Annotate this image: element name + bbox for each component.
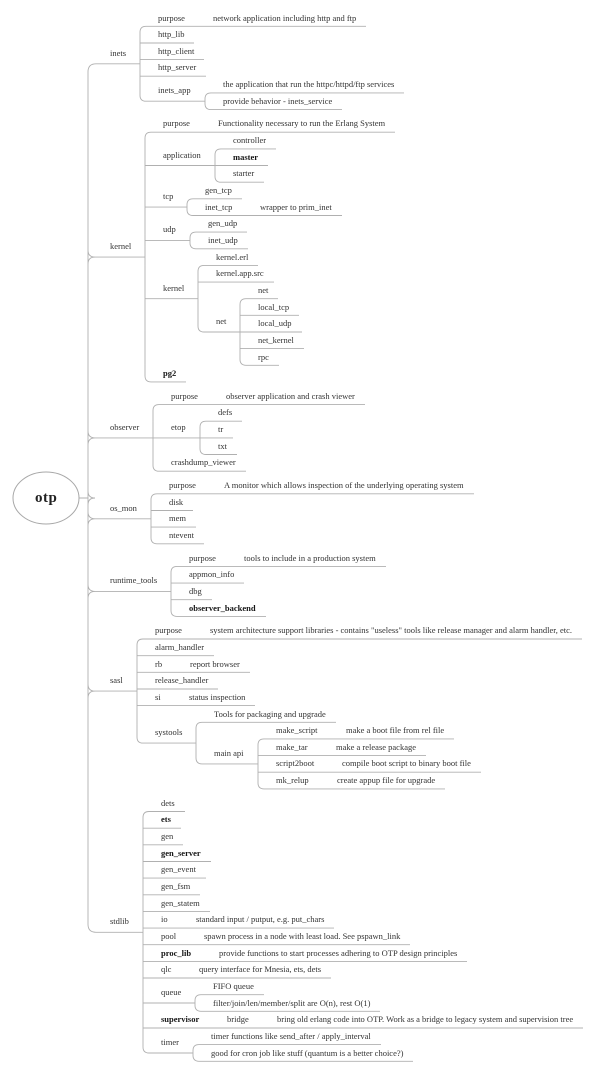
node-create-appup-file-for-upgrade[interactable]: create appup file for upgrade	[337, 775, 436, 786]
node-tcp[interactable]: tcp	[163, 191, 174, 202]
branch-sasl[interactable]: sasl	[110, 675, 123, 686]
node-bring-old-erlang-code-into-otp-work-as-a[interactable]: bring old erlang code into OTP. Work as a bridge to legacy system and supervision tree	[277, 1014, 574, 1025]
branch-stdlib[interactable]: stdlib	[110, 916, 129, 927]
node-tools-for-packaging-and-upgrade[interactable]: Tools for packaging and upgrade	[214, 708, 326, 719]
node-the-application-that-run-the-httpc-httpd[interactable]: the application that run the httpc/httpd/ftp services	[223, 79, 395, 90]
node-timer[interactable]: timer	[161, 1036, 179, 1047]
node-query-interface-for-mnesia-ets-dets[interactable]: query interface for Mnesia, ets, dets	[199, 964, 322, 975]
node-kernel[interactable]: kernel	[163, 282, 185, 293]
node-rb[interactable]: rb	[155, 658, 163, 669]
node-purpose[interactable]: purpose	[169, 480, 196, 491]
node-provide-behavior-inets-service[interactable]: provide behavior - inets_service	[223, 95, 333, 106]
node-gen-udp[interactable]: gen_udp	[208, 218, 238, 229]
node-mem[interactable]: mem	[169, 513, 186, 524]
node-gen-event[interactable]: gen_event	[161, 864, 196, 875]
branch-runtime-tools[interactable]: runtime_tools	[110, 575, 158, 586]
node-gen-tcp[interactable]: gen_tcp	[205, 185, 232, 195]
node-script2boot[interactable]: script2boot	[276, 758, 315, 769]
node-provide-functions-to-start-processes-adh[interactable]: provide functions to start processes adhering to OTP design principles	[219, 947, 458, 958]
node-si[interactable]: si	[155, 691, 161, 702]
node-http-client[interactable]: http_client	[158, 45, 195, 56]
node-standard-input-putput-e-g-put-chars[interactable]: standard input / putput, e.g. put_chars	[196, 914, 325, 925]
node-compile-boot-script-to-binary-boot-file[interactable]: compile boot script to binary boot file	[342, 758, 471, 769]
node-gen-server[interactable]: gen_server	[161, 847, 201, 858]
node-a-monitor-which-allows-inspection-of-the[interactable]: A monitor which allows inspection of the underlying operating system	[224, 480, 464, 491]
node-kernel-erl[interactable]: kernel.erl	[216, 251, 249, 262]
node-observer-application-and-crash-viewer[interactable]: observer application and crash viewer	[226, 390, 355, 401]
node-systools[interactable]: systools	[155, 727, 183, 738]
node-defs[interactable]: defs	[218, 407, 233, 418]
node-mk-relup[interactable]: mk_relup	[276, 775, 309, 786]
node-purpose[interactable]: purpose	[163, 118, 190, 129]
node-proc-lib[interactable]: proc_lib	[161, 947, 192, 958]
node-wrapper-to-prim-inet[interactable]: wrapper to prim_inet	[260, 201, 332, 212]
node-pool[interactable]: pool	[161, 930, 177, 941]
node-etop[interactable]: etop	[171, 421, 186, 432]
node-good-for-cron-job-like-stuff-quantum-is-[interactable]: good for cron job like stuff (quantum is a better choice?)	[211, 1047, 404, 1058]
node-network-application-including-http-and-f[interactable]: network application including http and ftp	[213, 12, 357, 23]
node-functionality-necessary-to-run-the-erlan[interactable]: Functionality necessary to run the Erlang System	[218, 118, 386, 129]
branch-kernel[interactable]: kernel	[110, 241, 132, 252]
node-purpose[interactable]: purpose	[158, 12, 185, 23]
node-purpose[interactable]: purpose	[189, 552, 216, 563]
node-tr[interactable]: tr	[218, 424, 224, 435]
node-inets-app[interactable]: inets_app	[158, 85, 191, 96]
node-disk[interactable]: disk	[169, 496, 184, 507]
node-observer-backend[interactable]: observer_backend	[189, 602, 256, 613]
node-bridge[interactable]: bridge	[227, 1014, 249, 1025]
node-appmon-info[interactable]: appmon_info	[189, 569, 235, 580]
node-local-tcp[interactable]: local_tcp	[258, 301, 290, 312]
node-purpose[interactable]: purpose	[171, 390, 198, 401]
node-pg2[interactable]: pg2	[163, 368, 177, 379]
node-ntevent[interactable]: ntevent	[169, 530, 195, 540]
branch-observer[interactable]: observer	[110, 421, 140, 432]
branch-os-mon[interactable]: os_mon	[110, 502, 137, 513]
node-kernel-app-src[interactable]: kernel.app.src	[216, 268, 264, 279]
node-fifo-queue[interactable]: FIFO queue	[213, 980, 254, 991]
node-inet-tcp[interactable]: inet_tcp	[205, 201, 233, 212]
node-gen-statem[interactable]: gen_statem	[161, 897, 200, 908]
node-queue[interactable]: queue	[161, 987, 182, 998]
node-rpc[interactable]: rpc	[258, 351, 269, 362]
node-supervisor[interactable]: supervisor	[161, 1014, 200, 1025]
node-master[interactable]: master	[233, 151, 259, 162]
node-qlc[interactable]: qlc	[161, 964, 172, 975]
node-net[interactable]: net	[258, 284, 269, 295]
node-system-architecture-support-libraries-co[interactable]: system architecture support libraries - contains "useless" tools like release manager and alarm handler, etc.	[210, 625, 573, 636]
otp-root-label[interactable]: otp	[35, 490, 58, 506]
node-gen[interactable]: gen	[161, 831, 174, 842]
node-application[interactable]: application	[163, 149, 201, 160]
node-status-inspection[interactable]: status inspection	[189, 691, 246, 702]
node-make-a-release-package[interactable]: make a release package	[336, 741, 416, 752]
node-net[interactable]: net	[216, 316, 227, 326]
node-make-a-boot-file-from-rel-file[interactable]: make a boot file from rel file	[346, 725, 445, 736]
node-dets[interactable]: dets	[161, 797, 175, 808]
node-io[interactable]: io	[161, 914, 168, 925]
node-ets[interactable]: ets	[161, 814, 171, 825]
node-tools-to-include-in-a-production-system[interactable]: tools to include in a production system	[244, 552, 376, 563]
node-crashdump-viewer[interactable]: crashdump_viewer	[171, 457, 236, 468]
node-spawn-process-in-a-node-with-least-load-[interactable]: spawn process in a node with least load. See pspawn_link	[204, 930, 401, 941]
node-http-lib[interactable]: http_lib	[158, 29, 185, 40]
node-timer-functions-like-send-after-apply-in[interactable]: timer functions like send_after / apply_interval	[211, 1030, 371, 1041]
node-release-handler[interactable]: release_handler	[155, 675, 209, 686]
node-udp[interactable]: udp	[163, 224, 176, 235]
node-main-api[interactable]: main api	[214, 747, 244, 758]
node-local-udp[interactable]: local_udp	[258, 318, 292, 329]
node-inet-udp[interactable]: inet_udp	[208, 234, 238, 245]
node-controller[interactable]: controller	[233, 135, 267, 146]
node-txt[interactable]: txt	[218, 440, 227, 451]
node-starter[interactable]: starter	[233, 168, 255, 179]
node-http-server[interactable]: http_server	[158, 62, 197, 73]
node-net-kernel[interactable]: net_kernel	[258, 334, 294, 345]
node-alarm-handler[interactable]: alarm_handler	[155, 641, 205, 652]
node-make-script[interactable]: make_script	[276, 725, 318, 736]
node-filter-join-len-member-split-are-o-n-res[interactable]: filter/join/len/member/split are O(n), rest O(1)	[213, 997, 371, 1008]
branch-inets[interactable]: inets	[110, 47, 127, 58]
node-dbg[interactable]: dbg	[189, 585, 202, 596]
node-gen-fsm[interactable]: gen_fsm	[161, 881, 191, 891]
tree-connector-path	[78, 26, 583, 1061]
node-make-tar[interactable]: make_tar	[276, 741, 308, 752]
node-purpose[interactable]: purpose	[155, 625, 182, 636]
node-report-browser[interactable]: report browser	[190, 658, 240, 669]
